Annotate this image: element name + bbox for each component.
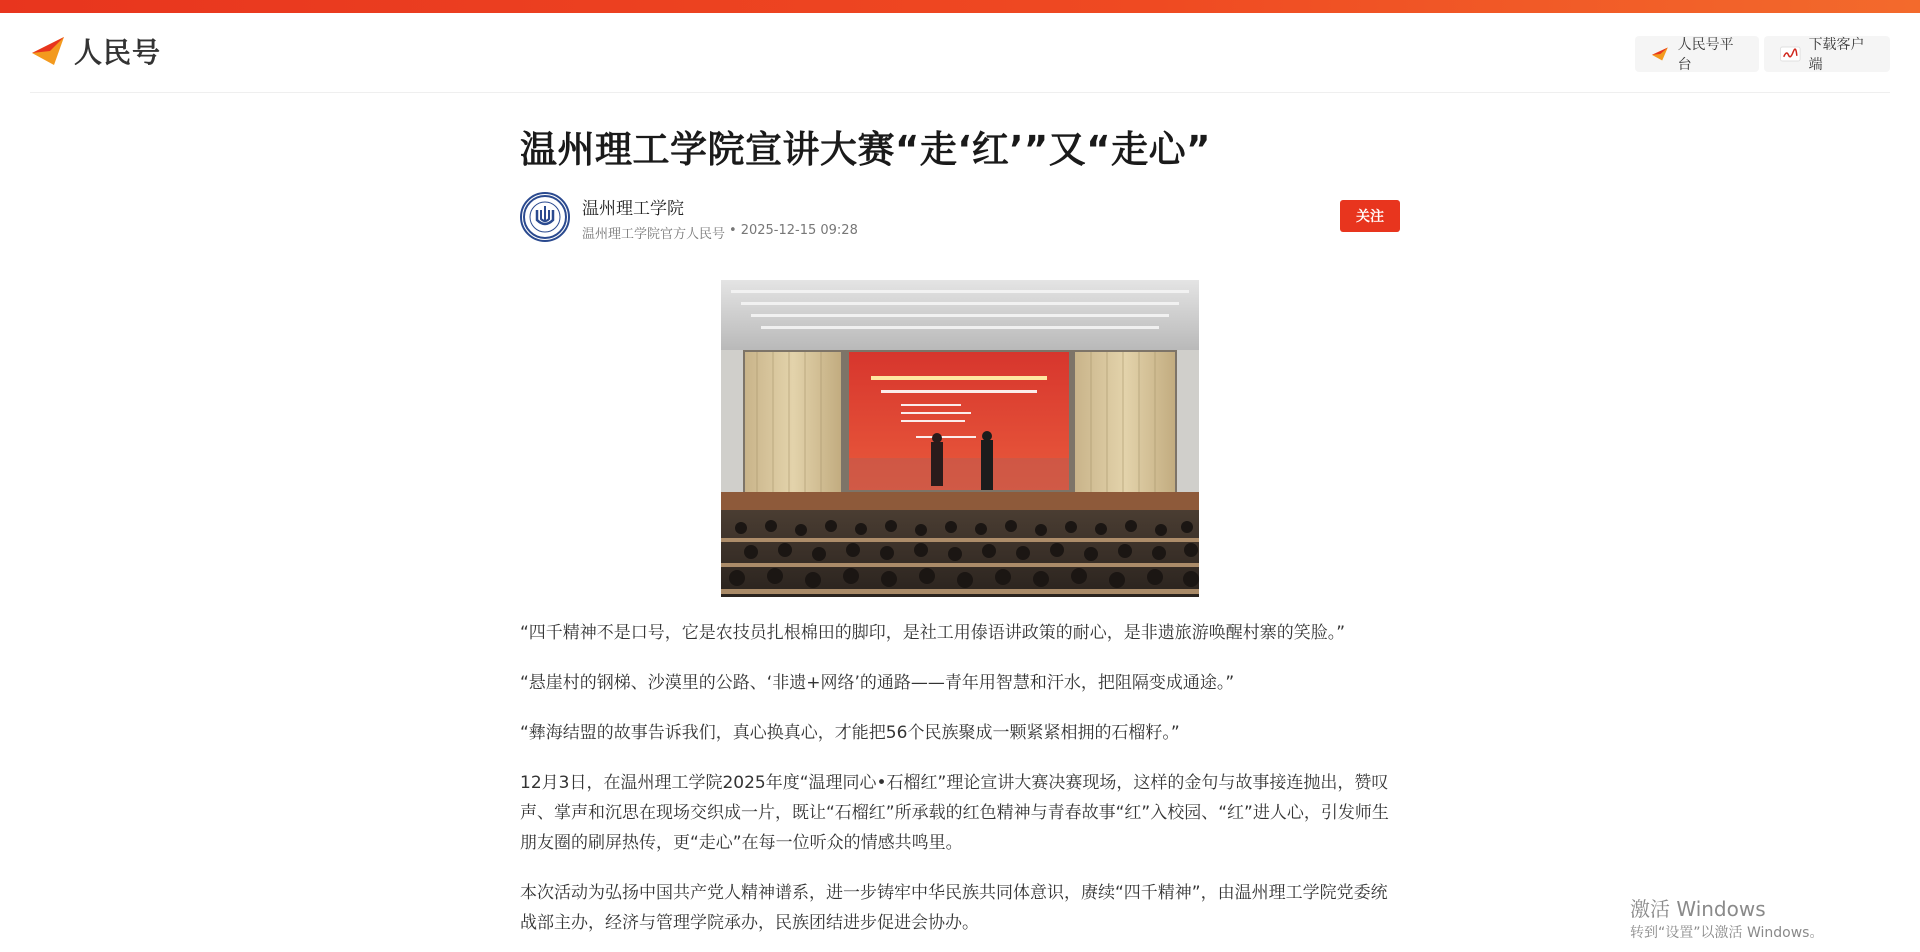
watermark-line2: 转到“设置”以激活 Windows。: [1630, 925, 1824, 941]
people-daily-app-icon: [1780, 46, 1801, 62]
article: [520, 120, 1400, 933]
publish-datetime: 2025-12-15 09:28: [740, 223, 858, 238]
download-button-label: 下载客户端: [1808, 37, 1865, 73]
article-paragraph: 12月3日，在温州理工学院2025年度“温理同心•石榴红”理论宣讲大赛决赛现场，这样的金句与故事接连抛出，赞叹声、掌声和沉思在现场交织成一片，既让“石榴红”所承载的红色精神与青春故事“红”入校园、“红”进人心，引发师生朋友圈的刷屏热传，更“走心”在每一位听众的情感共鸣里。: [520, 773, 1389, 853]
article-paragraph: “悬崖村的钢梯、沙漠里的公路、‘非遗+网络’的通路——青年用智慧和汗水，把阻隔变成通途。”: [520, 673, 1235, 693]
watermark-line1: 激活 Windows: [1630, 897, 1766, 921]
follow-button[interactable]: 关注: [1340, 200, 1400, 232]
university-emblem-icon: [522, 194, 568, 240]
article-photo: [721, 280, 1199, 597]
author-meta: [582, 223, 858, 242]
author-name[interactable]: 温州理工学院: [582, 199, 684, 219]
logo-text: 人民号: [74, 36, 162, 69]
article-paragraph: 本次活动为弘扬中国共产党人精神谱系，进一步铸牢中华民族共同体意识，赓续“四千精神”，由温州理工学院党委统战部主办，经济与管理学院承办，民族团结进步促进会协办。: [520, 883, 1388, 933]
logo-flag-icon: [30, 35, 68, 67]
top-accent-bar: [0, 0, 1920, 13]
site-logo[interactable]: [30, 33, 161, 69]
article-paragraph: “彝海结盟的故事告诉我们，真心换真心，才能把56个民族聚成一颗紧紧相拥的石榴籽。”: [520, 723, 1180, 743]
meta-separator: •: [729, 223, 737, 238]
lecture-hall-photo: [721, 280, 1199, 597]
windows-activation-watermark: [1630, 896, 1823, 944]
platform-flag-icon: [1651, 46, 1670, 62]
author-account-label: 温州理工学院官方人民号: [582, 227, 726, 242]
article-body: [520, 618, 1400, 952]
platform-button-label: 人民号平台: [1677, 37, 1734, 73]
author-avatar[interactable]: [520, 192, 570, 242]
article-title: 温州理工学院宣讲大赛“走‘红’”又“走心”: [520, 128, 1211, 171]
platform-button[interactable]: [1635, 36, 1759, 72]
author-info: [520, 192, 1400, 248]
download-client-button[interactable]: [1764, 36, 1890, 72]
site-header: [30, 13, 1890, 93]
article-paragraph: “四千精神不是口号，它是农技员扎根棉田的脚印，是社工用傣语讲政策的耐心，是非遗旅游唤醒村寨的笑脸。”: [520, 623, 1346, 643]
